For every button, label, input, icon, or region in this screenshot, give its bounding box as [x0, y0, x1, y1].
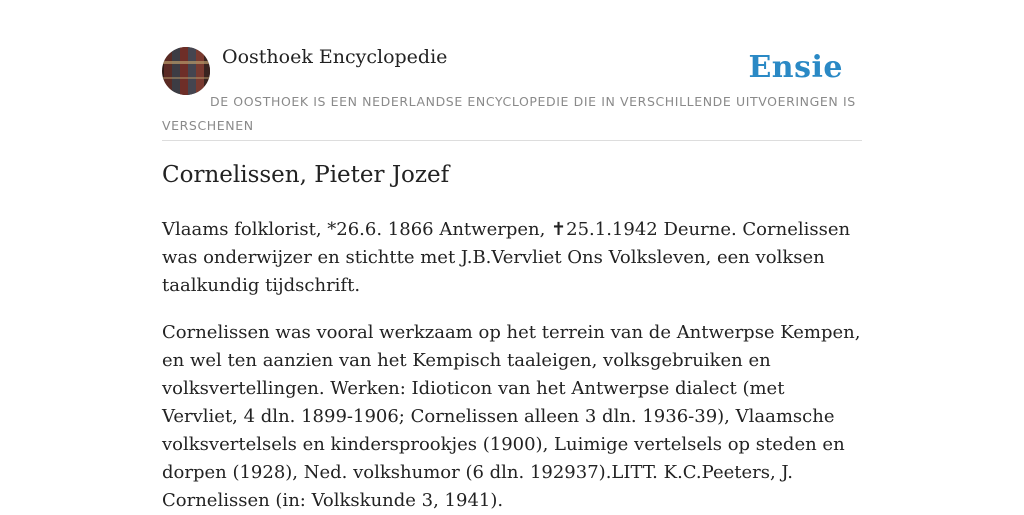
site-name-link[interactable]: Oosthoek Encyclopedie [222, 46, 448, 68]
article-paragraph-2: Cornelissen was vooral werkzaam op het terrein van de Antwerpse Kempen, en wel ten aanzien van het Kempisch taaleigen, volksgebruiken en volksvertellingen. Werken: Idioticon van het Antwerpse dialect (met Vervliet, 4 dln. 1899-1906; Cornelissen alleen 3 dln. 1936-39), Vlaamsche volksvertelsels en kindersprookjes (1900), Luimige vertelsels op steden en dorpen (1928), Ned. volkshumor (6 dln. 192937).LITT. K.C.Peeters, J. Cornelissen (in: Volkskunde 3, 1941). [162, 322, 861, 511]
site-header [162, 0, 862, 141]
site-header-container [162, 0, 862, 141]
article-paragraph-1: Vlaams folklorist, *26.6. 1866 Antwerpen, ✝25.1.1942 Deurne. Cornelissen was onderwijzer en stichtte met J.B.Vervliet Ons Volksleven, een volksen taalkundig tijdschrift. [162, 219, 851, 296]
ensie-logo[interactable]: Ensie [748, 50, 843, 85]
article-title: Cornelissen, Pieter Jozef [162, 162, 450, 188]
encyclopedia-books-icon[interactable] [162, 47, 210, 95]
site-tagline: DE OOSTHOEK IS EEN NEDERLANDSE ENCYCLOPEDIE DIE IN VERSCHILLENDE UITVOERINGEN IS VERSCHENEN [162, 94, 856, 133]
